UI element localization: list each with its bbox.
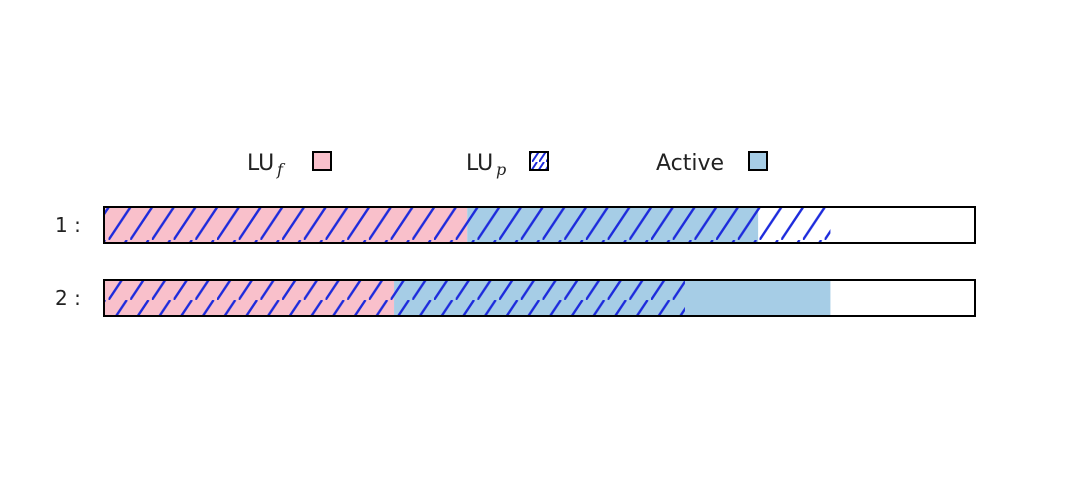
bar-segment-lu-p-hatch xyxy=(104,207,830,243)
legend-label-lu_f: LU xyxy=(247,151,275,176)
legend-swatch-lu_f xyxy=(313,152,331,170)
legend-swatch-active xyxy=(749,152,767,170)
legend xyxy=(247,151,767,179)
legend-subscript-lu_f: f xyxy=(277,160,283,179)
legend-label-active: Active xyxy=(656,151,725,176)
legend-subscript-lu_p: p xyxy=(496,160,507,179)
legend-swatch-lu_p xyxy=(530,152,548,170)
bar-segment-lu-p-hatch xyxy=(104,280,685,316)
legend-label-lu_p: LU xyxy=(466,151,494,176)
bar-row-1 xyxy=(55,207,975,243)
row-label-1: 1 : xyxy=(55,213,81,237)
bar-row-2 xyxy=(55,280,975,316)
row-label-2: 2 : xyxy=(55,286,81,310)
bar-rows xyxy=(55,207,975,316)
